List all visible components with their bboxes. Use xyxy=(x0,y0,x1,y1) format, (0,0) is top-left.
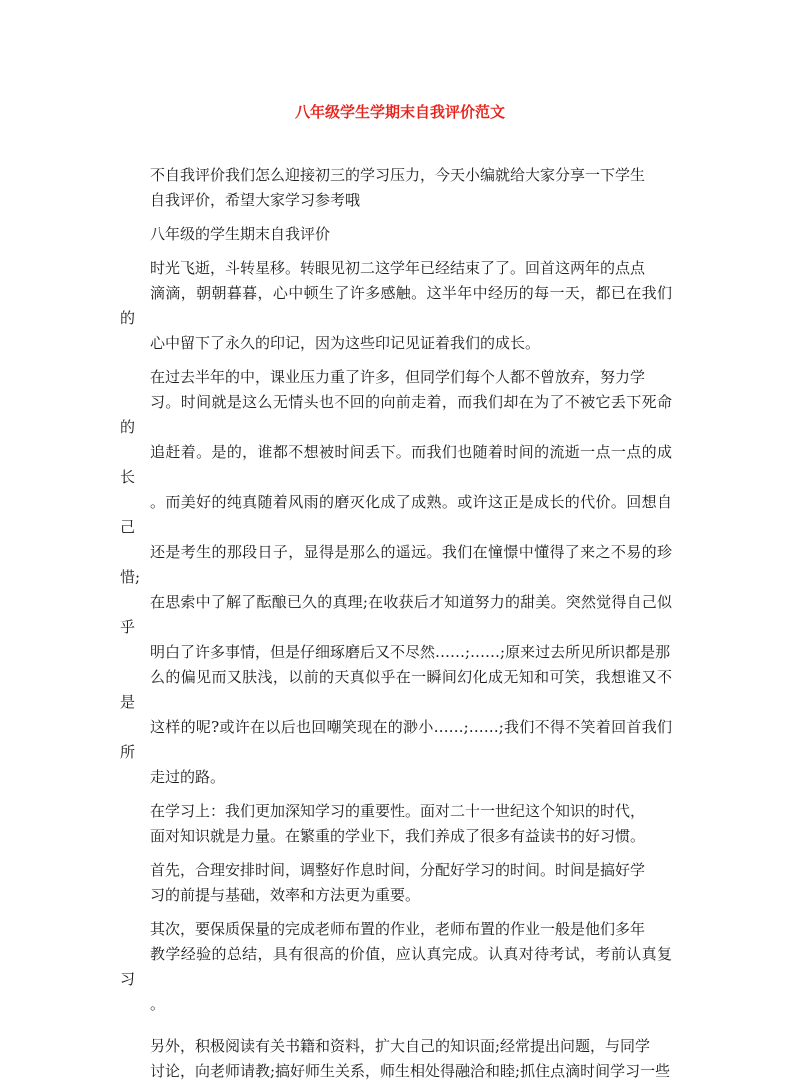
text-line: 面对知识就是力量。在繁重的学业下，我们养成了很多有益读书的好习惯。 xyxy=(150,827,646,845)
paragraph-first xyxy=(120,858,672,908)
text-line: 习的前提与基础，效率和方法更为重要。 xyxy=(150,886,421,904)
paragraph-second xyxy=(120,917,672,1017)
text-line: 自我评价，希望大家学习参考哦 xyxy=(150,191,361,209)
text-line: 明白了许多事情，但是仔细琢磨后又不尽然……;……;原来过去所见所识都是那 xyxy=(150,643,671,661)
text-line: 首先，合理安排时间，调整好作息时间，分配好学习的时间。时间是搞好学 xyxy=(150,861,646,879)
paragraph-study xyxy=(120,799,672,849)
text-line: 在学习上：我们更加深知学习的重要性。面对二十一世纪这个知识的时代， xyxy=(150,802,646,820)
text-line: 时光飞逝，斗转星移。转眼见初二这学年已经结束了了。回首这两年的点点 xyxy=(150,259,646,277)
text-line: 滴滴，朝朝暮暮，心中顿生了许多感触。这半年中经历的每一天，都已在我们的 xyxy=(120,284,672,327)
text-line: 教学经验的总结，具有很高的价值，应认真完成。认真对待考试，考前认真复习 xyxy=(120,945,672,988)
paragraph-intro xyxy=(120,163,672,213)
paragraph-subheading xyxy=(120,222,672,247)
text-line: 在思索中了解了酝酿已久的真理;在收获后才知道努力的甜美。突然觉得自己似乎 xyxy=(120,593,672,636)
text-line: 其次，要保质保量的完成老师布置的作业，老师布置的作业一般是他们多年 xyxy=(150,920,646,938)
text-line: 走过的路。 xyxy=(150,768,226,786)
document-body xyxy=(120,163,672,1084)
paragraph-additionally xyxy=(120,1034,672,1084)
text-line: 习。时间就是这么无情头也不回的向前走着，而我们却在为了不被它丢下死命的 xyxy=(120,393,672,436)
text-line: 讨论，向老师请教;搞好师生关系，师生相处得融洽和睦;抓住点滴时间学习一些 xyxy=(150,1062,671,1080)
text-line: 。而美好的纯真随着风雨的磨灭化成了成熟。或许这正是成长的代价。回想自己 xyxy=(120,493,672,536)
text-line: 这样的呢?或许在以后也回嘲笑现在的渺小……;……;我们不得不笑着回首我们所 xyxy=(120,718,672,761)
text-line: 另外，积极阅读有关书籍和资料，扩大自己的知识面;经常提出问题，与同学 xyxy=(150,1037,651,1055)
text-line: 。 xyxy=(150,995,166,1013)
text-line: 不自我评价我们怎么迎接初三的学习压力，今天小编就给大家分享一下学生 xyxy=(150,166,646,184)
text-line: 追赶着。是的，谁都不想被时间丢下。而我们也随着时间的流逝一点一点的成长 xyxy=(120,443,672,486)
paragraph-past-half-year xyxy=(120,365,672,790)
text-line: 心中留下了永久的印记，因为这些印记见证着我们的成长。 xyxy=(150,334,541,352)
text-line: 在过去半年的中，课业压力重了许多，但同学们每个人都不曾放弃，努力学 xyxy=(150,368,646,386)
text-line: 八年级的学生期末自我评价 xyxy=(150,225,331,243)
text-line: 还是考生的那段日子，显得是那么的遥远。我们在憧憬中懂得了来之不易的珍惜; xyxy=(120,543,672,586)
paragraph-time-flies xyxy=(120,256,672,356)
document-title: 八年级学生学期末自我评价范文 xyxy=(294,103,505,121)
text-line: 么的偏见而又肤浅，以前的天真似乎在一瞬间幻化成无知和可笑，我想谁又不是 xyxy=(120,668,672,711)
